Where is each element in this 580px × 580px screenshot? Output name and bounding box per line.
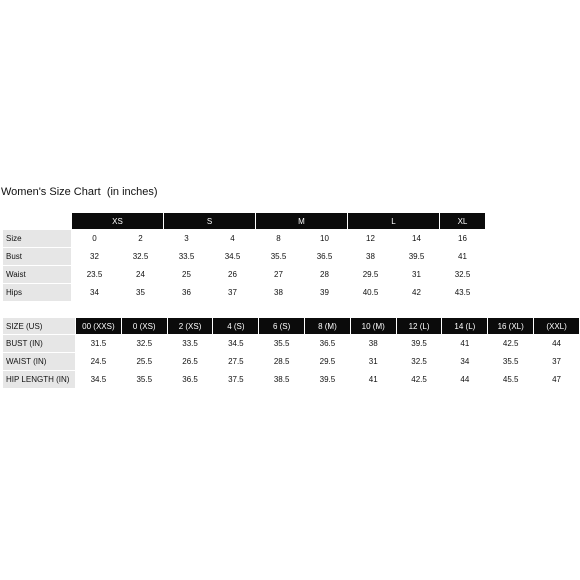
row-label: Waist bbox=[3, 266, 71, 283]
header-label: SIZE (US) bbox=[3, 318, 75, 334]
table-cell: 31 bbox=[394, 266, 439, 283]
table-cell: 38 bbox=[348, 248, 393, 265]
table-cell: 31.5 bbox=[76, 335, 121, 352]
table-cell: 35.5 bbox=[122, 371, 167, 388]
chart-title: Women's Size Chart (in inches) bbox=[1, 186, 158, 198]
row-label: Bust bbox=[3, 248, 71, 265]
table-cell: 28.5 bbox=[259, 353, 304, 370]
header-cell: M bbox=[256, 213, 347, 229]
size-chart-table-basic bbox=[2, 212, 486, 302]
table-cell: 32.5 bbox=[440, 266, 485, 283]
header-cell: L bbox=[348, 213, 439, 229]
header-cell: 4 (S) bbox=[213, 318, 258, 334]
header-cell: 14 (L) bbox=[442, 318, 487, 334]
header-cell: XL bbox=[440, 213, 485, 229]
table-cell: 36.5 bbox=[305, 335, 350, 352]
table-cell: 42.5 bbox=[397, 371, 442, 388]
table-cell: 27 bbox=[256, 266, 301, 283]
table-row bbox=[3, 230, 485, 247]
table-cell: 26.5 bbox=[168, 353, 213, 370]
table-cell: 38 bbox=[256, 284, 301, 301]
row-label: HIP LENGTH (IN) bbox=[3, 371, 75, 388]
table-cell: 34 bbox=[72, 284, 117, 301]
table-cell: 36.5 bbox=[168, 371, 213, 388]
table-cell: 39 bbox=[302, 284, 347, 301]
table-row bbox=[3, 284, 485, 301]
table-cell: 39.5 bbox=[305, 371, 350, 388]
table-cell: 34.5 bbox=[76, 371, 121, 388]
table-cell: 28 bbox=[302, 266, 347, 283]
header-cell: 10 (M) bbox=[351, 318, 396, 334]
table-cell: 4 bbox=[210, 230, 255, 247]
header-cell: 6 (S) bbox=[259, 318, 304, 334]
table-cell: 37.5 bbox=[213, 371, 258, 388]
table-row bbox=[3, 266, 485, 283]
table-cell: 32.5 bbox=[118, 248, 163, 265]
header-cell: (XXL) bbox=[534, 318, 579, 334]
table-cell: 32.5 bbox=[122, 335, 167, 352]
table-cell: 34 bbox=[442, 353, 487, 370]
header-cell: 00 (XXS) bbox=[76, 318, 121, 334]
table-row bbox=[3, 371, 579, 388]
table-cell: 29.5 bbox=[348, 266, 393, 283]
header-cell: 16 (XL) bbox=[488, 318, 533, 334]
table-cell: 42.5 bbox=[488, 335, 533, 352]
header-corner bbox=[3, 213, 71, 229]
table-cell: 37 bbox=[534, 353, 579, 370]
header-cell: 12 (L) bbox=[397, 318, 442, 334]
table-cell: 35.5 bbox=[488, 353, 533, 370]
size-chart-table-us bbox=[2, 317, 580, 389]
table-cell: 38.5 bbox=[259, 371, 304, 388]
table-cell: 10 bbox=[302, 230, 347, 247]
row-label: Size bbox=[3, 230, 71, 247]
table-row bbox=[3, 335, 579, 352]
table-cell: 35 bbox=[118, 284, 163, 301]
table-row bbox=[3, 248, 485, 265]
table-cell: 36.5 bbox=[302, 248, 347, 265]
table-cell: 34.5 bbox=[210, 248, 255, 265]
row-label: BUST (IN) bbox=[3, 335, 75, 352]
header-cell: 8 (M) bbox=[305, 318, 350, 334]
table-cell: 37 bbox=[210, 284, 255, 301]
table-cell: 2 bbox=[118, 230, 163, 247]
table-cell: 3 bbox=[164, 230, 209, 247]
table-cell: 31 bbox=[351, 353, 396, 370]
table-cell: 47 bbox=[534, 371, 579, 388]
table-cell: 33.5 bbox=[164, 248, 209, 265]
table-cell: 24.5 bbox=[76, 353, 121, 370]
table-cell: 24 bbox=[118, 266, 163, 283]
table-cell: 27.5 bbox=[213, 353, 258, 370]
table-cell: 43.5 bbox=[440, 284, 485, 301]
header-cell: S bbox=[164, 213, 255, 229]
table-cell: 12 bbox=[348, 230, 393, 247]
table-cell: 25.5 bbox=[122, 353, 167, 370]
table-cell: 26 bbox=[210, 266, 255, 283]
table-cell: 32 bbox=[72, 248, 117, 265]
table-cell: 0 bbox=[72, 230, 117, 247]
table-cell: 42 bbox=[394, 284, 439, 301]
table-cell: 35.5 bbox=[256, 248, 301, 265]
table-cell: 29.5 bbox=[305, 353, 350, 370]
table-cell: 38 bbox=[351, 335, 396, 352]
table-cell: 8 bbox=[256, 230, 301, 247]
row-label: Hips bbox=[3, 284, 71, 301]
table-cell: 41 bbox=[440, 248, 485, 265]
header-cell: 2 (XS) bbox=[168, 318, 213, 334]
header-row bbox=[3, 213, 485, 229]
table-cell: 32.5 bbox=[397, 353, 442, 370]
table-cell: 34.5 bbox=[213, 335, 258, 352]
header-row bbox=[3, 318, 579, 334]
table-row bbox=[3, 353, 579, 370]
table-cell: 16 bbox=[440, 230, 485, 247]
table-cell: 41 bbox=[442, 335, 487, 352]
table-cell: 23.5 bbox=[72, 266, 117, 283]
table-cell: 40.5 bbox=[348, 284, 393, 301]
table-cell: 35.5 bbox=[259, 335, 304, 352]
header-cell: XS bbox=[72, 213, 163, 229]
table-cell: 39.5 bbox=[394, 248, 439, 265]
table-cell: 41 bbox=[351, 371, 396, 388]
table-cell: 39.5 bbox=[397, 335, 442, 352]
header-cell: 0 (XS) bbox=[122, 318, 167, 334]
table-cell: 44 bbox=[442, 371, 487, 388]
table-cell: 33.5 bbox=[168, 335, 213, 352]
row-label: WAIST (IN) bbox=[3, 353, 75, 370]
table-cell: 36 bbox=[164, 284, 209, 301]
table-cell: 44 bbox=[534, 335, 579, 352]
table-cell: 14 bbox=[394, 230, 439, 247]
table-cell: 45.5 bbox=[488, 371, 533, 388]
table-cell: 25 bbox=[164, 266, 209, 283]
